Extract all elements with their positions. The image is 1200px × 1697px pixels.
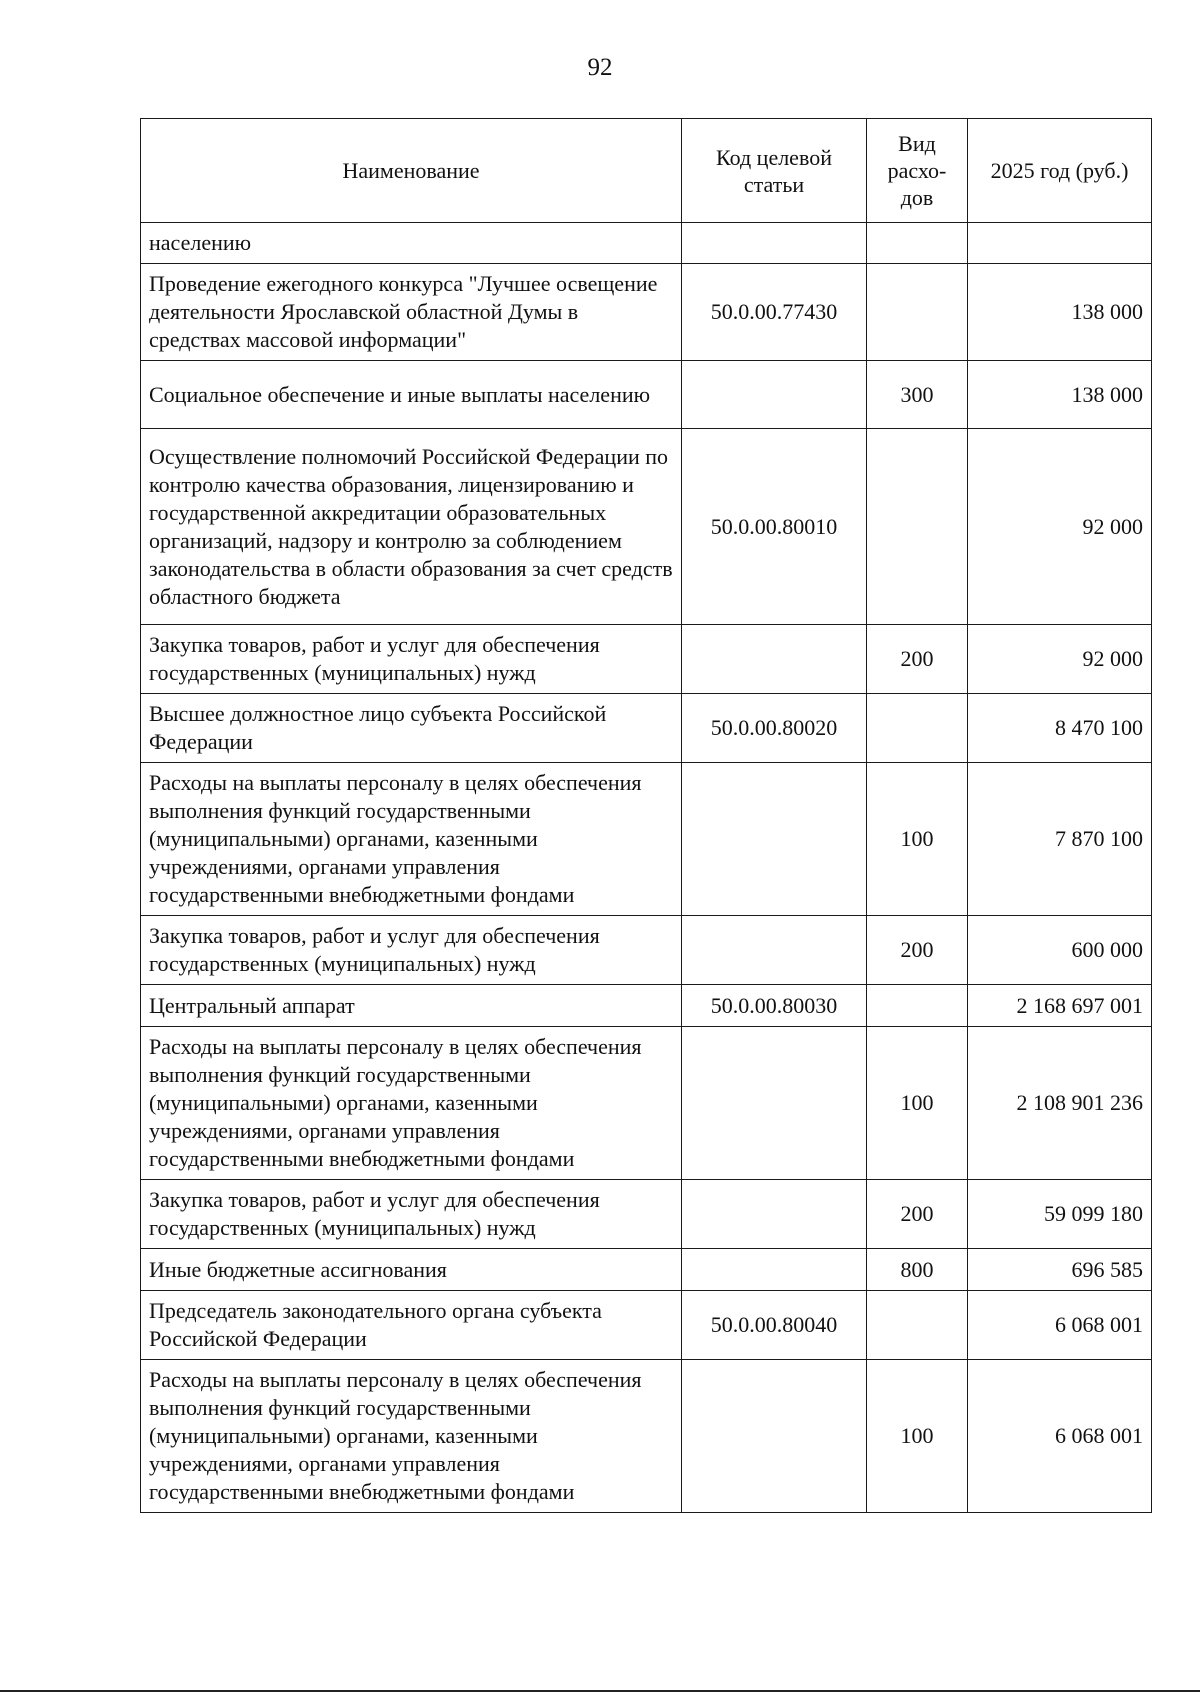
- table-row: [141, 694, 1152, 763]
- header-sum: 2025 год (руб.): [968, 119, 1152, 223]
- cell-kind: 800: [867, 1249, 968, 1291]
- cell-code: [682, 1027, 867, 1180]
- cell-code: [682, 223, 867, 264]
- header-name: Наименование: [141, 119, 682, 223]
- cell-kind: 100: [867, 1027, 968, 1180]
- table-row: [141, 1180, 1152, 1249]
- table-row: [141, 429, 1152, 625]
- cell-name: Закупка товаров, работ и услуг для обеспечения государственных (муниципальных) нужд: [141, 1180, 682, 1249]
- cell-kind: [867, 429, 968, 625]
- table-row: [141, 1249, 1152, 1291]
- cell-kind: 200: [867, 1180, 968, 1249]
- cell-kind: [867, 1291, 968, 1360]
- cell-sum: 92 000: [968, 625, 1152, 694]
- cell-sum: 59 099 180: [968, 1180, 1152, 1249]
- cell-code: 50.0.00.80010: [682, 429, 867, 625]
- cell-name: Закупка товаров, работ и услуг для обеспечения государственных (муниципальных) нужд: [141, 625, 682, 694]
- cell-code: 50.0.00.80040: [682, 1291, 867, 1360]
- header-kind: Вид расхо-дов: [867, 119, 968, 223]
- cell-code: [682, 763, 867, 916]
- cell-name: населению: [141, 223, 682, 264]
- cell-name: Расходы на выплаты персоналу в целях обеспечения выполнения функций государственными (муниципальными) органами, казенными учреждениями, органами управления государственными внебюджетными фондами: [141, 1360, 682, 1513]
- cell-code: [682, 1360, 867, 1513]
- cell-name: Расходы на выплаты персоналу в целях обеспечения выполнения функций государственными (муниципальными) органами, казенными учреждениями, органами управления государственными внебюджетными фондами: [141, 1027, 682, 1180]
- cell-sum: 696 585: [968, 1249, 1152, 1291]
- cell-name: Проведение ежегодного конкурса "Лучшее освещение деятельности Ярославской областной Думы в средствах массовой информации": [141, 264, 682, 361]
- cell-code: 50.0.00.77430: [682, 264, 867, 361]
- table-row: [141, 223, 1152, 264]
- cell-code: [682, 916, 867, 985]
- cell-sum: 6 068 001: [968, 1360, 1152, 1513]
- cell-sum: 138 000: [968, 361, 1152, 429]
- cell-kind: [867, 694, 968, 763]
- table-row: [141, 625, 1152, 694]
- page-number: 92: [587, 54, 613, 81]
- cell-code: [682, 625, 867, 694]
- cell-kind: [867, 264, 968, 361]
- cell-kind: [867, 223, 968, 264]
- cell-sum: 6 068 001: [968, 1291, 1152, 1360]
- cell-name: Расходы на выплаты персоналу в целях обеспечения выполнения функций государственными (муниципальными) органами, казенными учреждениями, органами управления государственными внебюджетными фондами: [141, 763, 682, 916]
- cell-sum: 138 000: [968, 264, 1152, 361]
- cell-name: Высшее должностное лицо субъекта Российской Федерации: [141, 694, 682, 763]
- table-row: [141, 1360, 1152, 1513]
- cell-sum: 2 108 901 236: [968, 1027, 1152, 1180]
- cell-sum: 92 000: [968, 429, 1152, 625]
- cell-name: Осуществление полномочий Российской Федерации по контролю качества образования, лицензированию и государственной аккредитации образовательных организаций, надзору и контролю за соблюдением законодательства в области образования за счет средств областного бюджета: [141, 429, 682, 625]
- cell-name: Закупка товаров, работ и услуг для обеспечения государственных (муниципальных) нужд: [141, 916, 682, 985]
- table-row: [141, 264, 1152, 361]
- cell-kind: 200: [867, 625, 968, 694]
- table-row: [141, 916, 1152, 985]
- cell-name: Иные бюджетные ассигнования: [141, 1249, 682, 1291]
- cell-sum: 8 470 100: [968, 694, 1152, 763]
- table-row: [141, 985, 1152, 1027]
- cell-sum: [968, 223, 1152, 264]
- cell-kind: [867, 985, 968, 1027]
- cell-code: 50.0.00.80030: [682, 985, 867, 1027]
- table-header: [141, 119, 1152, 223]
- cell-code: [682, 361, 867, 429]
- cell-sum: 7 870 100: [968, 763, 1152, 916]
- cell-name: Центральный аппарат: [141, 985, 682, 1027]
- table-body: [141, 223, 1152, 1513]
- cell-kind: 300: [867, 361, 968, 429]
- table-row: [141, 1027, 1152, 1180]
- cell-code: 50.0.00.80020: [682, 694, 867, 763]
- table-row: [141, 361, 1152, 429]
- cell-kind: 100: [867, 1360, 968, 1513]
- cell-code: [682, 1180, 867, 1249]
- header-row: [141, 119, 1152, 223]
- page-bottom-rule: [0, 1690, 1200, 1692]
- cell-name: Председатель законодательного органа субъекта Российской Федерации: [141, 1291, 682, 1360]
- cell-sum: 2 168 697 001: [968, 985, 1152, 1027]
- cell-kind: 200: [867, 916, 968, 985]
- header-code: Код целевой статьи: [682, 119, 867, 223]
- cell-kind: 100: [867, 763, 968, 916]
- cell-name: Социальное обеспечение и иные выплаты населению: [141, 361, 682, 429]
- budget-table: [140, 118, 1152, 1513]
- table-row: [141, 1291, 1152, 1360]
- cell-sum: 600 000: [968, 916, 1152, 985]
- table-row: [141, 763, 1152, 916]
- cell-code: [682, 1249, 867, 1291]
